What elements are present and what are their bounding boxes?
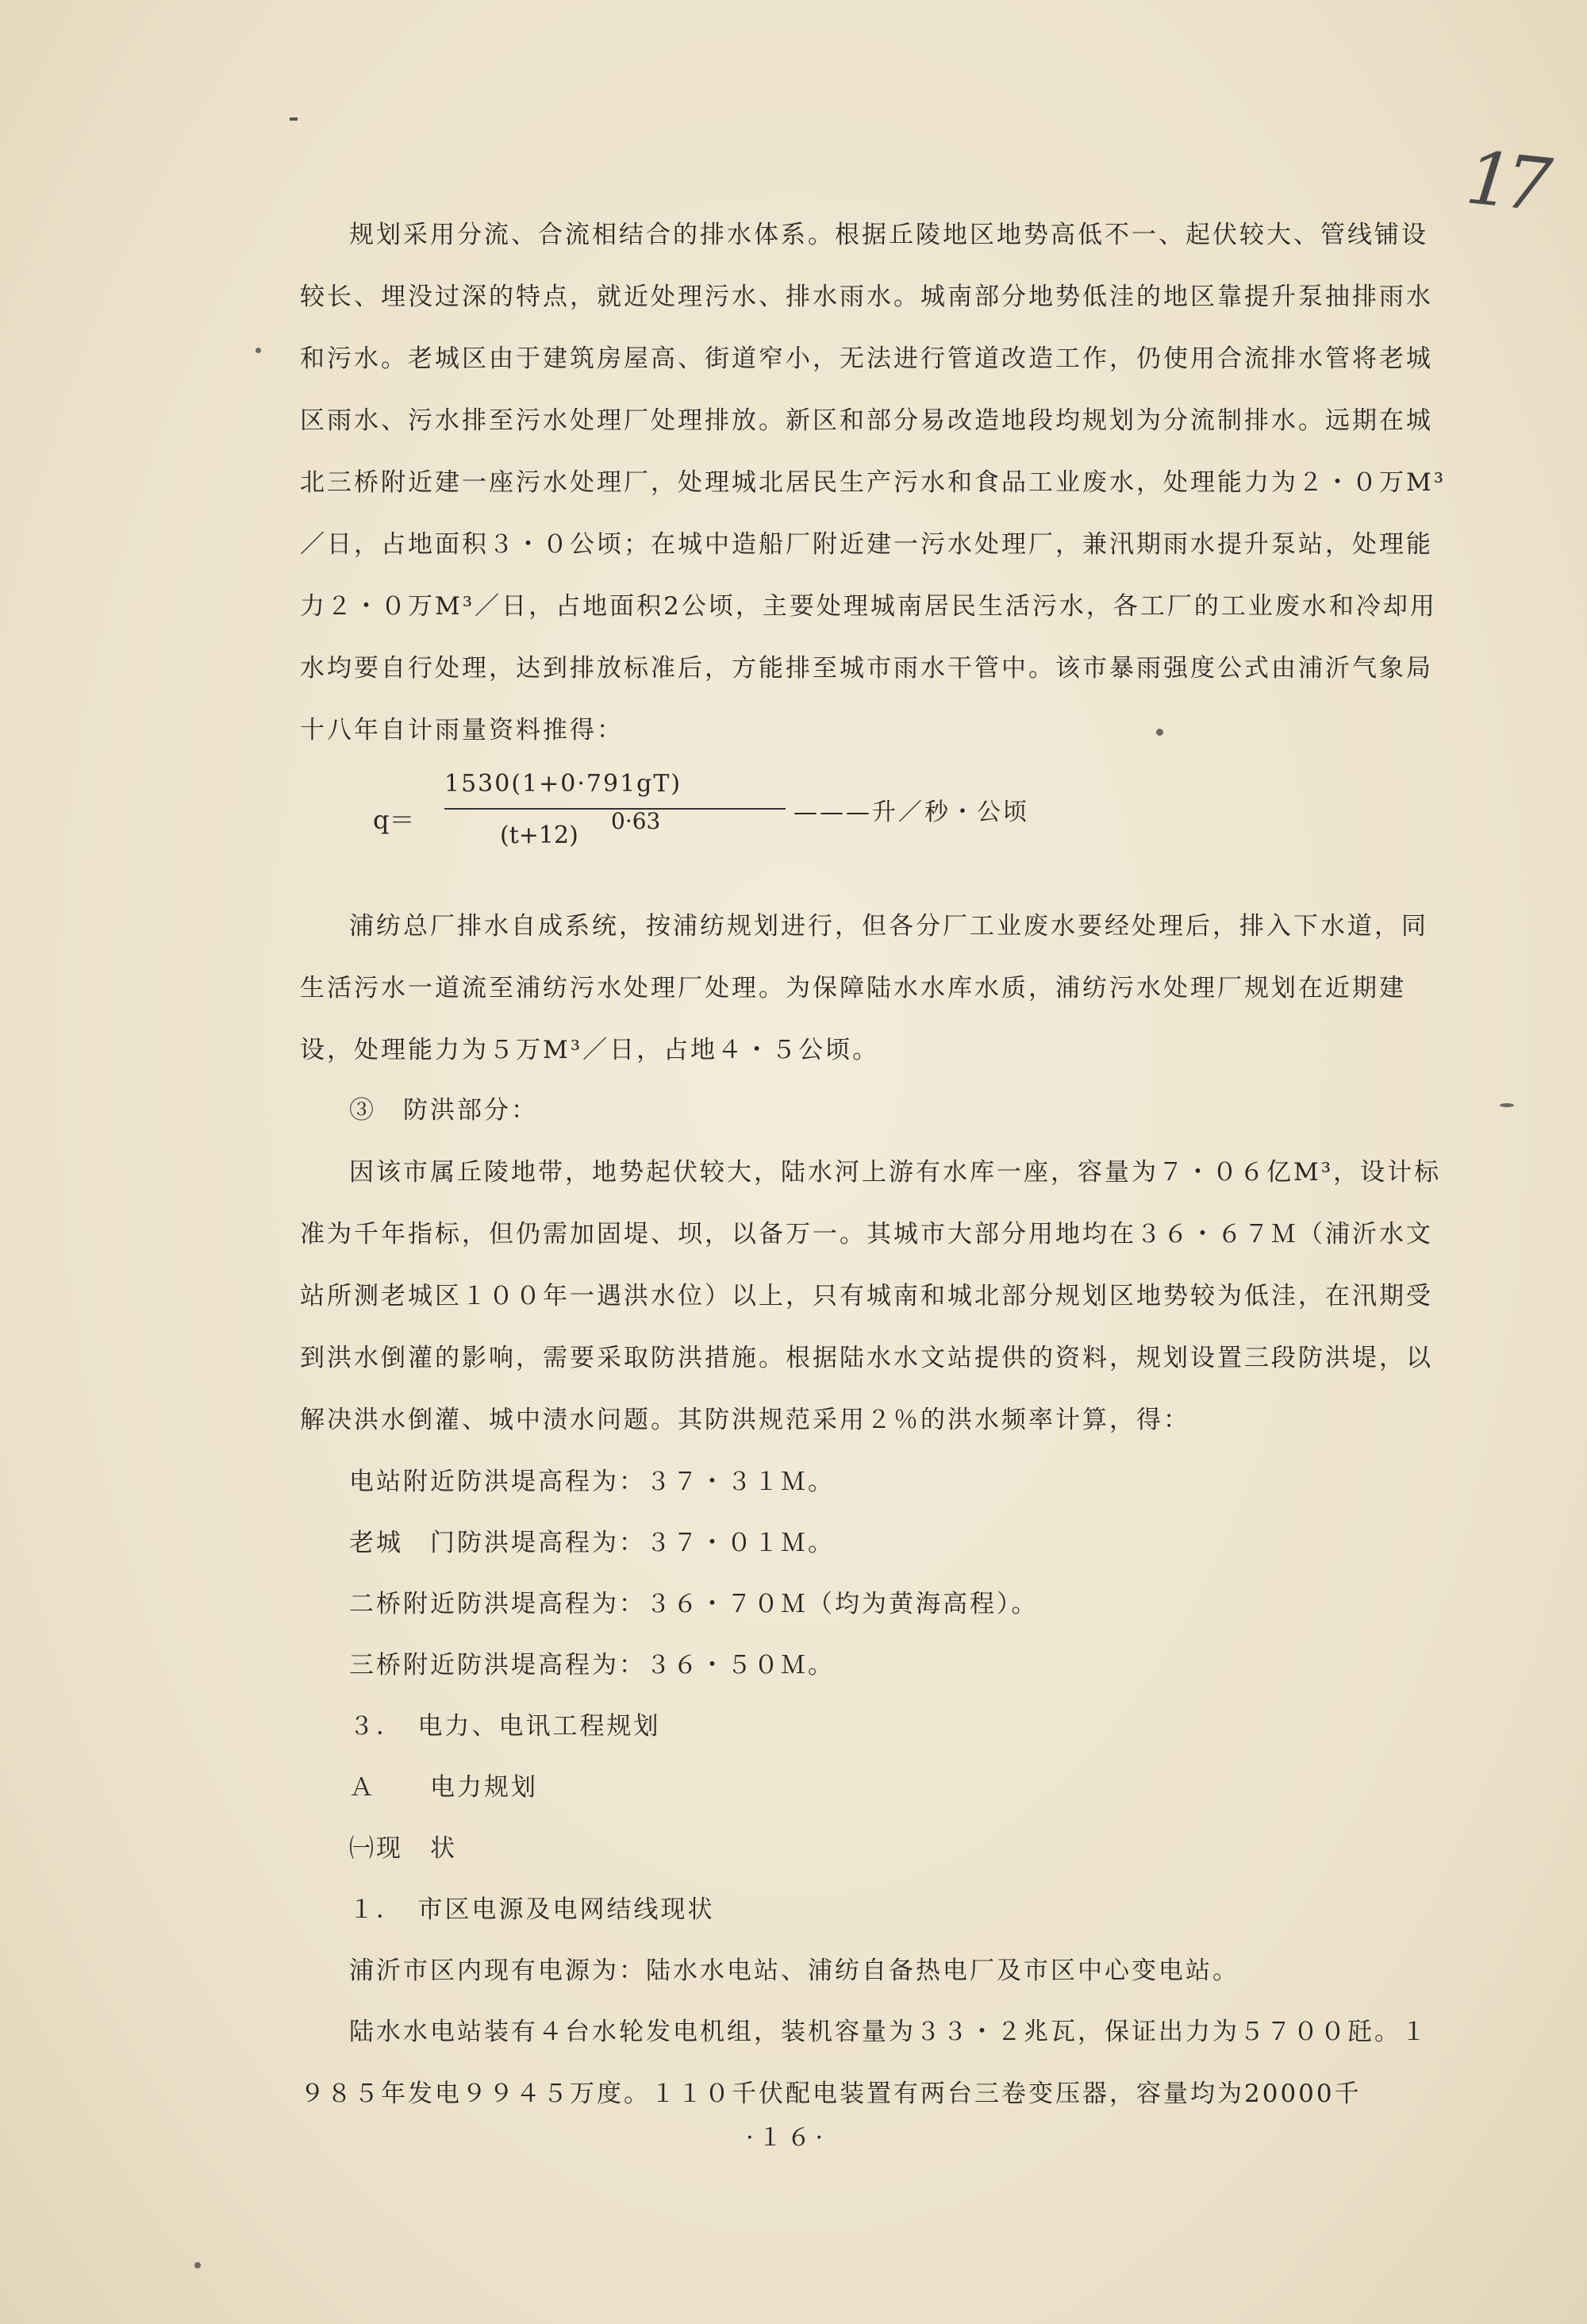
levee-elevation-4: 三桥附近防洪堤高程为：３６・５０Ｍ。 [349,1651,835,1680]
heading-power-telecom: ３． 电力、电讯工程规划 [349,1712,661,1741]
heading-power-plan: Ａ 电力规划 [349,1773,538,1802]
formula-unit: ———升／秒・公顷 [794,798,1029,826]
formula-lhs: q＝ [373,805,415,835]
ink-speck [256,348,261,353]
heading-current-status: ㈠现 状 [349,1834,457,1863]
heading-power-grid: １． 市区电源及电网结线现状 [349,1895,715,1924]
ink-speck [194,2262,201,2268]
ink-mark [290,117,298,121]
paragraph-hydropower: 陆水水电站装有４台水轮发电机组，装机容量为３３・２兆瓦，保证出力为５７００瓩。１９８５年发电９９４５万度。１１０千伏配电装置有两台三卷变压器，容量均为20000千 [300,2018,1428,2108]
levee-elevation-1: 电站附近防洪堤高程为：３７・３１Ｍ。 [349,1468,835,1496]
ink-speck [1500,1103,1514,1107]
section-title-flood: ③ 防洪部分： [349,1096,538,1125]
formula-numerator: 1530(1+0·791gT) [444,770,682,798]
levee-elevation-3: 二桥附近防洪堤高程为：３６・７０Ｍ（均为黄海高程）。 [349,1590,1039,1618]
paragraph-textile-drainage: 浦纺总厂排水自成系统，按浦纺规划进行，但各分厂工业废水要经处理后，排入下水道，同生活污水一道流至浦纺污水处理厂处理。为保障陆水水库水质，浦纺污水处理厂规划在近期建设，处理能力为５万M³／日，占地４・５公顷。 [300,912,1428,1064]
paragraph-flood-control: 因该市属丘陵地带，地势起伏较大，陆水河上游有水库一座，容量为７・０６亿M³，设计标准为千年指标，但仍需加固堤、坝，以备万一。其城市大部分用地均在３６・６７Ｍ（浦沂水文站所测老城区１００年一遇洪水位）以上，只有城南和城北部分规划区地势较为低洼，在汛期受到洪水倒灌的影响，需要采取防洪措施。根据陆水水文站提供的资料，规划设置三段防洪堤，以解决洪水倒灌、城中渍水问题。其防洪规范采用２％的洪水频率计算，得： [300,1158,1442,1434]
formula-denominator: (t+12) [500,821,578,849]
rainfall-intensity-formula [373,770,1087,889]
ink-speck [1156,729,1163,736]
power-sources-line: 浦沂市区内现有电源为：陆水水电站、浦纺自备热电厂及市区中心变电站。 [349,1957,1239,1985]
paragraph-drainage-system: 规划采用分流、合流相结合的排水体系。根据丘陵地区地势高低不一、起伏较大、管线铺设较长、埋没过深的特点，就近处理污水、排水雨水。城南部分地势低洼的地区靠提升泵抽排雨水和污水。老城区由于建筑房屋高、街道窄小，无法进行管道改造工作，仍使用合流排水管将老城区雨水、污水排至污水处理厂处理排放。新区和部分易改造地段均规划为分流制排水。远期在城北三桥附近建一座污水处理厂，处理城北居民生产污水和食品工业废水，处理能力为２・０万M³／日，占地面积３・０公顷；在城中造船厂附近建一污水处理厂，兼汛期雨水提升泵站，处理能力２・０万M³／日，占地面积2公顷，主要处理城南居民生活污水，各工厂的工业废水和冷却用水均要自行处理，达到排放标准后，方能排至城市雨水干管中。该市暴雨强度公式由浦沂气象局十八年自计雨量资料推得： [300,221,1447,745]
page-number: ·１６· [746,2124,828,2152]
handwritten-page-number: 17 [1462,135,1548,228]
levee-elevation-2: 老城 门防洪堤高程为：３７・０１Ｍ。 [349,1529,835,1557]
formula-exponent: 0·63 [611,808,661,834]
